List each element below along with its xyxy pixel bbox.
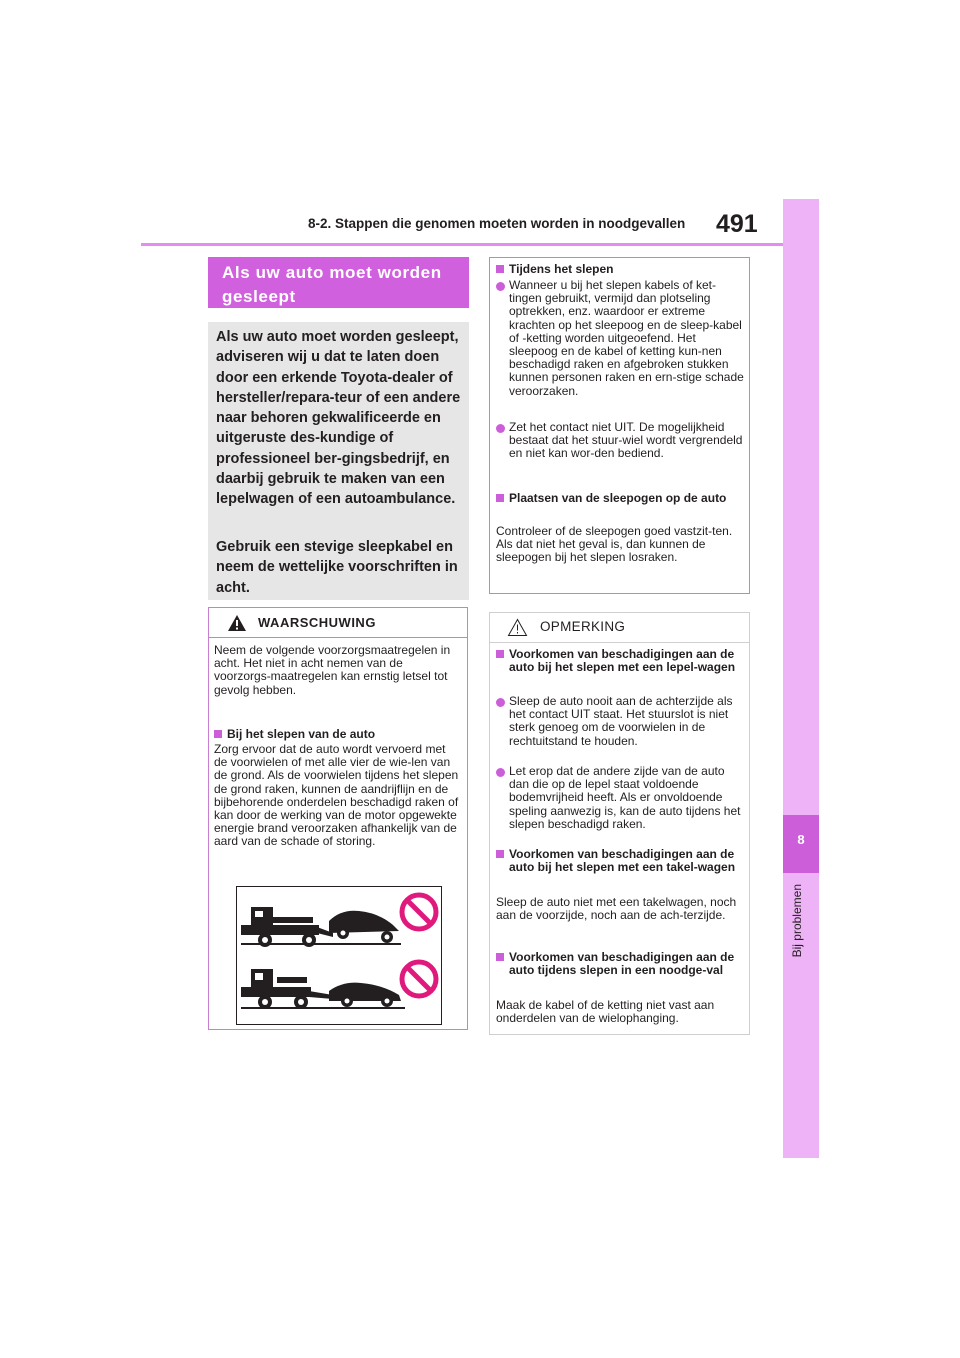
prohibited-icon xyxy=(402,962,436,996)
circle-bullet-icon xyxy=(496,698,505,707)
circle-bullet-icon xyxy=(496,768,505,777)
page-number: 491 xyxy=(716,210,758,238)
warning-paragraph-2: Zorg ervoor dat de auto wordt vervoerd met de voorwielen of met alle vier de wie-len van de grond. Als de voorwielen tijdens het slepen de grond raken, kunnen de aandrijflijn en de bijbehorende onderdelen beschadigd raken of kan door de werking van de motor opgewekte energie brand veroorzaken afhankelijk van de aard van de schade of storing. xyxy=(214,742,459,849)
bullet-text-ignition: Zet het contact niet UIT. De mogelijkheid bestaat dat het stuur-wiel wordt vergrendeld en niet kan wor-den bediend. xyxy=(509,420,743,461)
note-subheading-sling xyxy=(496,848,744,874)
square-bullet-icon xyxy=(496,953,504,961)
prohibited-icon xyxy=(402,895,436,929)
note-subheading-wheel-lift xyxy=(496,648,744,674)
chapter-title-text: Bij problemen xyxy=(790,884,804,958)
section-heading xyxy=(222,261,462,309)
circle-bullet-icon xyxy=(496,424,505,433)
square-bullet-icon xyxy=(496,850,504,858)
towing-diagram xyxy=(237,887,441,1024)
warning-subheading xyxy=(214,728,462,741)
note-subheading-emergency xyxy=(496,951,744,977)
side-tab-strip xyxy=(783,199,819,1158)
warning-paragraph-1: Neem de volgende voorzorgsmaatregelen in acht. Het niet in acht nemen van de voorzorgs-maatregelen kan ernstig letsel tot gevolg hebben. xyxy=(214,643,451,697)
square-bullet-icon xyxy=(496,650,504,658)
header-title: 8-2. Stappen die genomen moeten worden in noodgevallen xyxy=(308,216,686,231)
chapter-number: 8 xyxy=(797,832,805,847)
note-title: OPMERKING xyxy=(540,619,626,634)
towing-eyes-text: Controleer of de sleepogen goed vastzit-ten. Als dat niet het geval is, dan kunnen de sleepogen bij het slepen losraken. xyxy=(496,524,733,565)
square-bullet-icon xyxy=(496,494,504,502)
header-rule xyxy=(141,243,783,246)
subheading-towing-eyes-text: Plaatsen van de sleepogen op de auto xyxy=(509,491,727,505)
intro-paragraph-1: Als uw auto moet worden gesleept, adviseren wij u dat te laten doen door een erkende Toyota-dealer of hersteller/repara-teur of een andere naar behoren gekwalificeerde en uitgeruste des-kundige of professioneel ber-gingsbedrijf, en daarbij gebruik te maken van een lepelwagen of een autoambulance. xyxy=(216,329,461,508)
tow-truck-with-car-on-dolly xyxy=(241,907,401,947)
note-subheading-sling-text: Voorkomen van beschadigingen aan de auto bij het slepen met een takel-wagen xyxy=(509,847,736,875)
warning-subheading-text: Bij het slepen van de auto xyxy=(227,727,376,741)
note-subheading-wheel-lift-text: Voorkomen van beschadigingen aan de auto bij het slepen met een lepel-wagen xyxy=(509,647,736,675)
tow-truck-with-rear-lift xyxy=(241,969,405,1009)
square-bullet-icon xyxy=(496,265,504,273)
note-header-divider xyxy=(490,642,749,643)
circle-bullet-icon xyxy=(496,282,505,291)
note-emergency-text: Maak de kabel of de ketting niet vast aan onderdelen van de wielophanging. xyxy=(496,998,715,1026)
note-triangle-icon xyxy=(507,618,528,637)
note-subheading-emergency-text: Voorkomen van beschadigingen aan de auto tijdens slepen in een noodge-val xyxy=(509,950,735,978)
chapter-title xyxy=(790,884,812,966)
bullet-text-chains: Wanneer u bij het slepen kabels of ket-tingen gebruikt, vermijd dan plotseling optrekken, enz. waardoor er extreme krachten op het sleepoog en de sleep-kabel of -ketting worden uitgeoefend. Het sleepoog en de kabel of ketting kun-nen beschadigd raken en afgebroken stukken kunnen personen raken en ern-stige schade veroorzaken. xyxy=(509,278,744,398)
subheading-while-towing xyxy=(496,263,744,276)
note-sling-text: Sleep de auto niet met een takelwagen, noch aan de voorzijde, noch aan de ach-terzijde. xyxy=(496,895,737,923)
warning-triangle-icon xyxy=(227,614,247,632)
square-bullet-icon xyxy=(214,730,222,738)
warning-title: WAARSCHUWING xyxy=(258,615,376,630)
note-bullet-rear: Sleep de auto nooit aan de achterzijde als het contact UIT staat. Het stuurslot is niet sterk genoeg om de voorwielen in de rechtuitstand te houden. xyxy=(509,694,733,748)
subheading-towing-eyes xyxy=(496,492,744,505)
subheading-while-towing-text: Tijdens het slepen xyxy=(509,262,614,276)
intro-paragraph-2: Gebruik een stevige sleepkabel en neem de wettelijke voorschriften in acht. xyxy=(216,539,458,596)
section-heading-line1: Als uw auto moet worden xyxy=(222,263,442,282)
section-heading-line2: gesleept xyxy=(222,287,296,306)
note-bullet-clearance: Let erop dat de andere zijde van de auto dan die op de lepel staat voldoende bodemvrijheid heeft. Als er onvoldoende speling aanwezig is, kan de auto tijdens het slepen beschadigd raken. xyxy=(509,764,741,831)
towing-illustration xyxy=(236,886,442,1025)
warning-header-divider xyxy=(209,637,467,638)
